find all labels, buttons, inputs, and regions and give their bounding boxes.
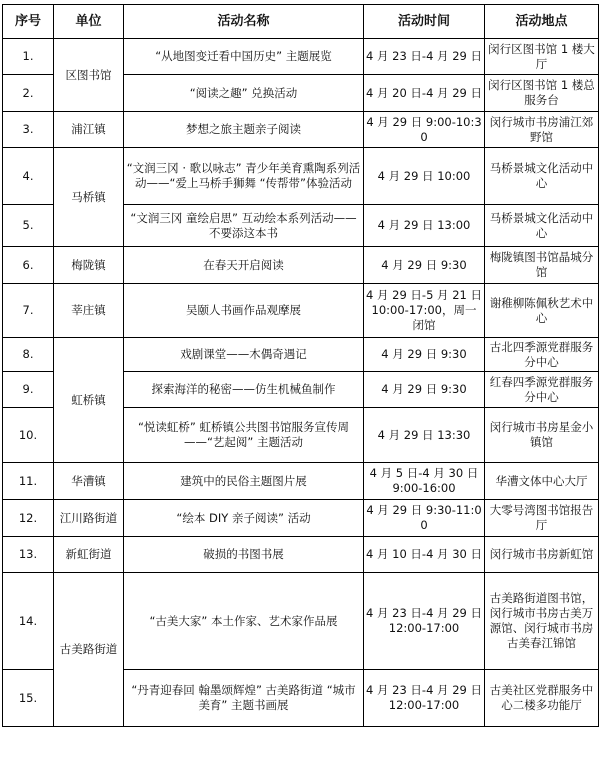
row-place: 谢稚柳陈佩秋艺术中心 xyxy=(485,284,599,338)
row-name: 破损的书图书展 xyxy=(124,537,364,573)
table-row xyxy=(3,573,599,670)
row-no: 8. xyxy=(3,338,54,372)
row-time: 4 月 29 日-5 月 21 日 10:00-17:00，周一闭馆 xyxy=(364,284,485,338)
row-time: 4 月 23 日-4 月 29 日 12:00-17:00 xyxy=(364,670,485,727)
table-row xyxy=(3,247,599,284)
row-name: “文润三冈 · 歌以咏志” 青少年美育熏陶系列活动——“爱上马桥手狮舞 “传帮带”体验活动 xyxy=(124,148,364,205)
row-place: 大零号湾图书馆报告厅 xyxy=(485,500,599,537)
row-unit: 莘庄镇 xyxy=(54,284,124,338)
table-row xyxy=(3,284,599,338)
row-time: 4 月 23 日-4 月 29 日 12:00-17:00 xyxy=(364,573,485,670)
row-name: “丹青迎春回 翰墨颂辉煌” 古美路街道 “城市美育” 主题书画展 xyxy=(124,670,364,727)
row-name: 梦想之旅主题亲子阅读 xyxy=(124,112,364,148)
row-no: 3. xyxy=(3,112,54,148)
row-time: 4 月 29 日 13:30 xyxy=(364,408,485,463)
row-no: 1. xyxy=(3,39,54,75)
row-time: 4 月 5 日-4 月 30 日 9:00-16:00 xyxy=(364,463,485,500)
table-row xyxy=(3,112,599,148)
row-no: 12. xyxy=(3,500,54,537)
table-row xyxy=(3,338,599,372)
row-place: 红春四季源党群服务分中心 xyxy=(485,372,599,408)
row-place: 古北四季源党群服务分中心 xyxy=(485,338,599,372)
row-name: “悦读虹桥” 虹桥镇公共图书馆服务宣传周——“艺起阅” 主题活动 xyxy=(124,408,364,463)
row-place: 马桥景城文化活动中心 xyxy=(485,148,599,205)
row-unit: 江川路街道 xyxy=(54,500,124,537)
row-no: 10. xyxy=(3,408,54,463)
row-name: 在春天开启阅读 xyxy=(124,247,364,284)
row-time: 4 月 29 日 13:00 xyxy=(364,205,485,247)
row-no: 7. xyxy=(3,284,54,338)
row-place: 闵行城市书房新虹馆 xyxy=(485,537,599,573)
row-no: 15. xyxy=(3,670,54,727)
row-place: 闵行区图书馆 1 楼总服务台 xyxy=(485,75,599,112)
row-no: 9. xyxy=(3,372,54,408)
row-name: 吴颐人书画作品观摩展 xyxy=(124,284,364,338)
row-unit: 古美路街道 xyxy=(54,573,124,727)
row-place: 古美路街道图书馆，闵行城市书房古美万源馆、闵行城市书房古美春江锦馆 xyxy=(485,573,599,670)
row-name: “文润三冈 童绘启思” 互动绘本系列活动——不要添这本书 xyxy=(124,205,364,247)
header-row xyxy=(3,5,599,39)
row-unit: 区图书馆 xyxy=(54,39,124,112)
row-no: 14. xyxy=(3,573,54,670)
row-time: 4 月 29 日 9:30 xyxy=(364,338,485,372)
row-unit: 梅陇镇 xyxy=(54,247,124,284)
row-time: 4 月 29 日 10:00 xyxy=(364,148,485,205)
row-place: 华漕文体中心大厅 xyxy=(485,463,599,500)
table-row xyxy=(3,148,599,205)
row-no: 5. xyxy=(3,205,54,247)
header-unit: 单位 xyxy=(54,5,124,39)
row-place: 闵行区图书馆 1 楼大厅 xyxy=(485,39,599,75)
row-no: 4. xyxy=(3,148,54,205)
row-name: 探索海洋的秘密——仿生机械鱼制作 xyxy=(124,372,364,408)
table-row xyxy=(3,463,599,500)
row-unit: 新虹街道 xyxy=(54,537,124,573)
row-no: 6. xyxy=(3,247,54,284)
row-time: 4 月 10 日-4 月 30 日 xyxy=(364,537,485,573)
row-no: 13. xyxy=(3,537,54,573)
row-no: 2. xyxy=(3,75,54,112)
row-name: “阅读之趣” 兑换活动 xyxy=(124,75,364,112)
header-time: 活动时间 xyxy=(364,5,485,39)
row-place: 古美社区党群服务中心二楼多功能厅 xyxy=(485,670,599,727)
table-row xyxy=(3,537,599,573)
row-time: 4 月 29 日 9:00-10:30 xyxy=(364,112,485,148)
row-name: “古美大家” 本土作家、艺术家作品展 xyxy=(124,573,364,670)
row-place: 马桥景城文化活动中心 xyxy=(485,205,599,247)
row-place: 梅陇镇图书馆晶城分馆 xyxy=(485,247,599,284)
header-no: 序号 xyxy=(3,5,54,39)
table-row xyxy=(3,39,599,75)
row-time: 4 月 20 日-4 月 29 日 xyxy=(364,75,485,112)
row-time: 4 月 23 日-4 月 29 日 xyxy=(364,39,485,75)
header-place: 活动地点 xyxy=(485,5,599,39)
row-name: 建筑中的民俗主题图片展 xyxy=(124,463,364,500)
row-unit: 虹桥镇 xyxy=(54,338,124,463)
row-unit: 华漕镇 xyxy=(54,463,124,500)
row-name: 戏剧课堂——木偶奇遇记 xyxy=(124,338,364,372)
header-name: 活动名称 xyxy=(124,5,364,39)
row-name: “从地图变迁看中国历史” 主题展览 xyxy=(124,39,364,75)
row-unit: 浦江镇 xyxy=(54,112,124,148)
row-time: 4 月 29 日 9:30 xyxy=(364,247,485,284)
row-place: 闵行城市书房星金小镇馆 xyxy=(485,408,599,463)
events-table xyxy=(2,4,599,727)
row-no: 11. xyxy=(3,463,54,500)
row-name: “绘本 DIY 亲子阅读” 活动 xyxy=(124,500,364,537)
row-time: 4 月 29 日 9:30-11:00 xyxy=(364,500,485,537)
row-unit: 马桥镇 xyxy=(54,148,124,247)
table-row xyxy=(3,500,599,537)
row-time: 4 月 29 日 9:30 xyxy=(364,372,485,408)
row-place: 闵行城市书房浦江郊野馆 xyxy=(485,112,599,148)
